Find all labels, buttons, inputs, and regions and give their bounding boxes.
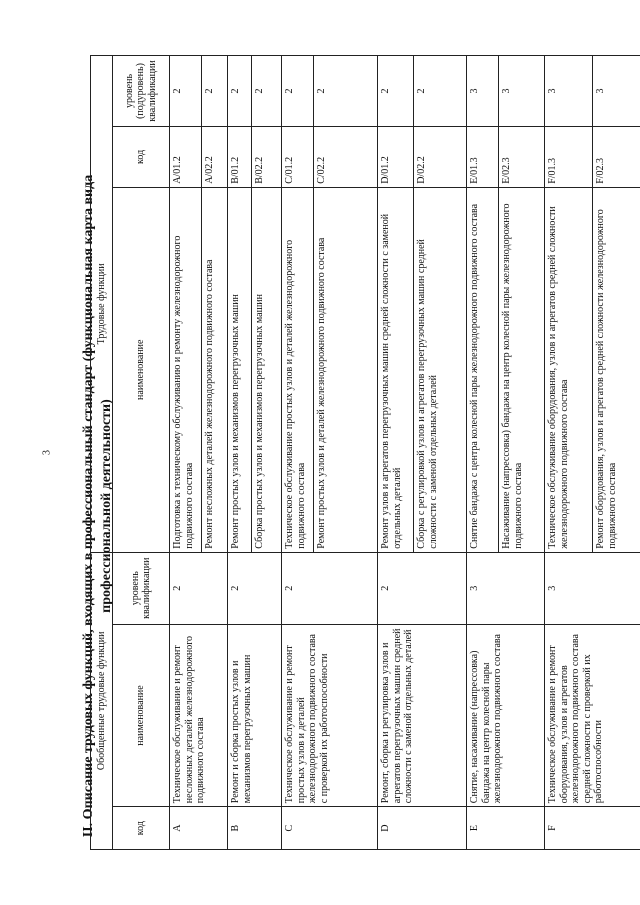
function-level: 2 (314, 56, 378, 127)
group-level: 2 (228, 552, 282, 624)
function-level: 3 (499, 56, 545, 127)
function-code: B/01.2 (228, 126, 252, 187)
function-name: Сборка с регулировкой узлов и агрегатов перегрузочных машин средней сложности с заменой отдельных деталей (414, 187, 467, 552)
group-code: B (228, 807, 282, 850)
function-name: Ремонт простых узлов и деталей железнодорожного подвижного состава (314, 187, 378, 552)
function-code: E/02.3 (499, 126, 545, 187)
section-heading-line-1: II. Описание трудовых функций, входящих в профессиональный стандарт (функциональная карта вида (81, 174, 96, 838)
function-level: 2 (170, 56, 202, 127)
group-name: Техническое обслуживание и ремонт несложных деталей железнодорожного подвижного состава (170, 624, 228, 806)
function-name: Техническое обслуживание простых узлов и деталей железнодорожного подвижного состава (282, 187, 314, 552)
function-code: E/01.3 (467, 126, 499, 187)
function-code: B/02.2 (252, 126, 282, 187)
function-name: Снятие бандажа с центра колесной пары железнодорожного подвижного состава (467, 187, 499, 552)
table-row (228, 56, 252, 850)
group-name: Техническое обслуживание и ремонт оборудования, узлов и агрегатов железнодорожного подвижного состава средней сложности с проверкой их работоспособности (545, 624, 640, 806)
function-name: Сборка простых узлов и механизмов перегрузочных машин (252, 187, 282, 552)
header-name: наименование (113, 624, 170, 806)
header-generalized-functions: Обобщенные трудовые функции (91, 552, 113, 849)
group-name: Ремонт и сборка простых узлов и механизмов перегрузочных машин (228, 624, 282, 806)
group-level: 2 (378, 552, 467, 624)
group-name: Снятие, насаживание (напрессовка) бандажа на центр колесной пары железнодорожного подвижного состава (467, 624, 545, 806)
header-labor-functions: Трудовые функции (91, 56, 113, 553)
function-code: C/02.2 (314, 126, 378, 187)
function-level: 2 (228, 56, 252, 127)
function-level: 2 (282, 56, 314, 127)
group-level: 3 (545, 552, 640, 624)
function-name: Техническое обслуживание оборудования, узлов и агрегатов средней сложности железнодорожного подвижного состава (545, 187, 593, 552)
header-level: уровень квалификации (113, 552, 170, 624)
function-level: 3 (545, 56, 593, 127)
function-code: F/01.3 (545, 126, 593, 187)
function-name: Ремонт простых узлов и механизмов перегрузочных машин (228, 187, 252, 552)
group-name: Ремонт, сборка и регулировка узлов и агрегатов перегрузочных машин средней сложности с заменой отдельных деталей (378, 624, 467, 806)
header-function-name: наименование (113, 187, 170, 552)
function-code: F/02.3 (593, 126, 640, 187)
group-code: E (467, 807, 545, 850)
functional-map-table-container (90, 55, 618, 850)
table-row (282, 56, 314, 850)
group-level: 3 (467, 552, 545, 624)
group-level: 2 (170, 552, 228, 624)
function-name: Насаживание (напрессовка) бандажа на центр колесной пары железнодорожного подвижного состава (499, 187, 545, 552)
header-code: код (113, 807, 170, 850)
header-sublevel: уровень (подуровень) квалификации (113, 56, 170, 127)
function-name: Ремонт оборудования, узлов и агрегатов средней сложности железнодорожного подвижного состава (593, 187, 640, 552)
function-code: A/02.2 (202, 126, 228, 187)
function-code: D/01.2 (378, 126, 414, 187)
table-row (170, 56, 202, 850)
function-code: D/02.2 (414, 126, 467, 187)
function-name: Ремонт несложных деталей железнодорожного подвижного состава (202, 187, 228, 552)
function-level: 3 (467, 56, 499, 127)
function-level: 2 (252, 56, 282, 127)
function-level: 3 (593, 56, 640, 127)
page-number: 3 (41, 450, 53, 455)
function-name: Ремонт узлов и агрегатов перегрузочных машин средней сложности с заменой отдельных деталей (378, 187, 414, 552)
function-level: 2 (202, 56, 228, 127)
functional-map-table (90, 55, 640, 850)
group-name: Техническое обслуживание и ремонт простых узлов и деталей железнодорожного подвижного состава с проверкой их работоспособности (282, 624, 378, 806)
function-level: 2 (414, 56, 467, 127)
function-code: C/01.2 (282, 126, 314, 187)
group-code: D (378, 807, 467, 850)
header-function-code: код (113, 126, 170, 187)
table-row (378, 56, 414, 850)
group-code: F (545, 807, 640, 850)
table-row (467, 56, 499, 850)
function-level: 2 (378, 56, 414, 127)
section-heading-line-2: профессиональной деятельности) (99, 399, 114, 613)
table-row (545, 56, 593, 850)
group-code: A (170, 807, 228, 850)
function-code: A/01.2 (170, 126, 202, 187)
group-code: C (282, 807, 378, 850)
function-name: Подготовка к техническому обслуживанию и ремонту железнодорожного подвижного состава (170, 187, 202, 552)
group-level: 2 (282, 552, 378, 624)
